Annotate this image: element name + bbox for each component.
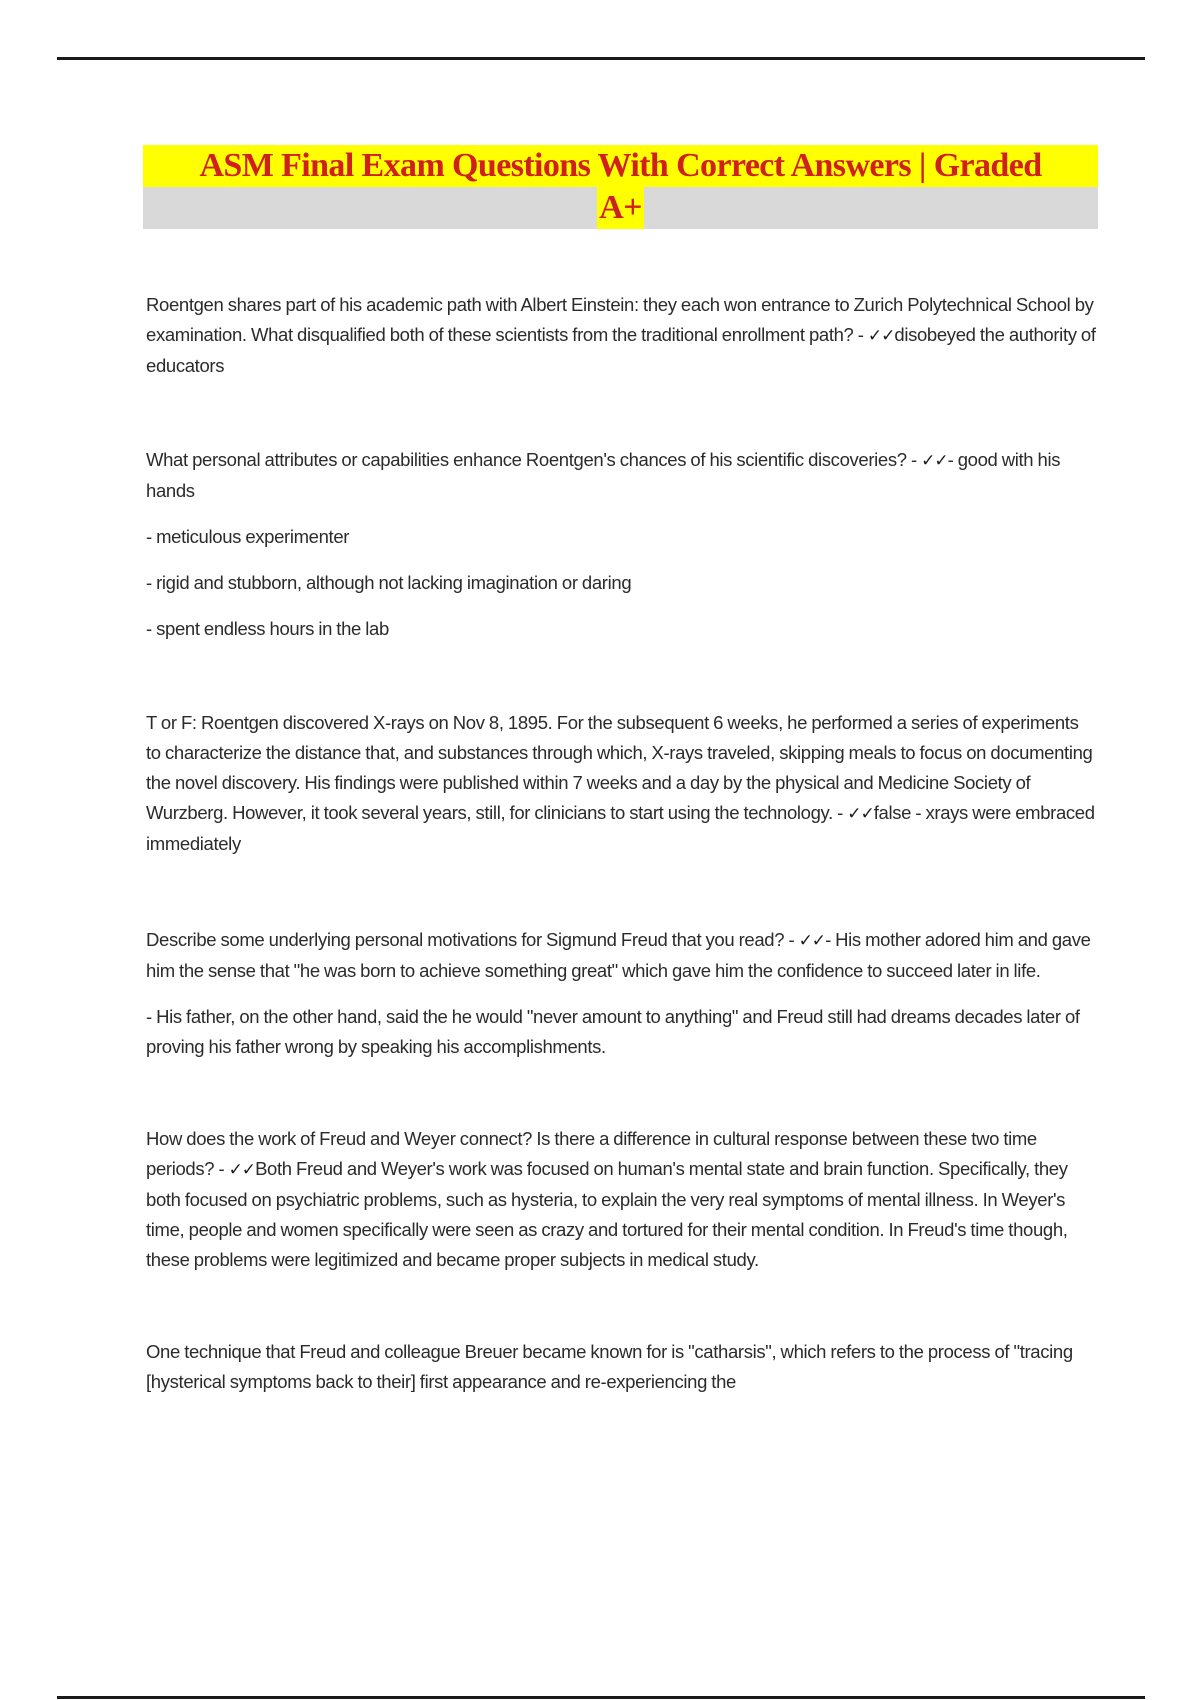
qa-paragraph [146,708,1096,859]
answer-bullet: - His father, on the other hand, said the he would "never amount to anything" and Freud still had dreams decades later of proving his father wrong by speaking his accomplishments. [146,1006,1080,1057]
top-rule [57,57,1145,60]
qa-paragraph [146,445,1096,506]
answer-text: - His mother adored him and gave him the sense that "he was born to achieve something great" which gave him the confidence to succeed later in life. [146,929,1091,981]
qa-item-1 [146,290,1096,381]
qa-item-6 [146,1337,1096,1397]
qa-item-4 [146,925,1096,1062]
answer-bullet: - meticulous experimenter [146,526,350,547]
double-checkmark-icon: ✓✓ [228,1160,256,1180]
question-text: Roentgen shares part of his academic path with Albert Einstein: they each won entrance to Zurich Polytechnical School by examination. What disqualified both of these scientists from the traditional enrollment path? - [146,294,1094,345]
answer-bullet: - spent endless hours in the lab [146,618,389,639]
qa-paragraph [146,290,1096,381]
double-checkmark-icon: ✓✓ [798,931,826,951]
document-title-box [143,145,1098,229]
answer-text: false - xrays were embraced immediately [146,802,1095,854]
answer-text: - good with his hands [146,449,1061,501]
answer-text: Both Freud and Weyer's work was focused on human's mental state and brain function. Specifically, they both focused on psychiatric problems, such as hysteria, to explain the very real symptoms of mental illness. In Weyer's time, people and women specifically were seen as crazy and tortured for their mental condition. In Freud's time though, these problems were legitimized and became proper subjects in medical study. [146,1158,1068,1270]
question-text: What personal attributes or capabilities enhance Roentgen's chances of his scientific discoveries? - [146,449,922,470]
answer-text: disobeyed the authority of educators [146,324,1096,376]
qa-paragraph [146,1337,1096,1397]
document-title-line1: ASM Final Exam Questions With Correct Answers | Graded [143,145,1098,187]
question-text: T or F: Roentgen discovered X-rays on Nov 8, 1895. For the subsequent 6 weeks, he performed a series of experiments to characterize the distance that, and substances through which, X-rays traveled, skipping meals to focus on documenting the novel discovery. His findings were published within 7 weeks and a day by the physical and Medicine Society of Wurzberg. However, it took several years, still, for clinicians to start using the technology. - [146,712,1093,823]
double-checkmark-icon: ✓✓ [921,451,948,471]
question-text: Describe some underlying personal motivations for Sigmund Freud that you read? - [146,929,799,950]
qa-item-5 [146,1124,1096,1275]
document-body [146,290,1096,1397]
qa-paragraph [146,925,1096,986]
document-title-line2: A+ [597,187,644,229]
question-text: One technique that Freud and colleague Breuer became known for is "catharsis", which refers to the process of "tracing [hysterical symptoms back to their] first appearance and re-experiencing the [146,1341,1073,1392]
answer-bullet: - rigid and stubborn, although not lacking imagination or daring [146,572,632,593]
question-text: How does the work of Freud and Weyer connect? Is there a difference in cultural response between these two time periods? - [146,1128,1037,1179]
double-checkmark-icon: ✓✓ [867,326,895,346]
qa-item-3 [146,708,1096,859]
double-checkmark-icon: ✓✓ [847,804,874,824]
qa-paragraph [146,1124,1096,1275]
bottom-rule [57,1696,1145,1699]
qa-item-2 [146,445,1096,644]
